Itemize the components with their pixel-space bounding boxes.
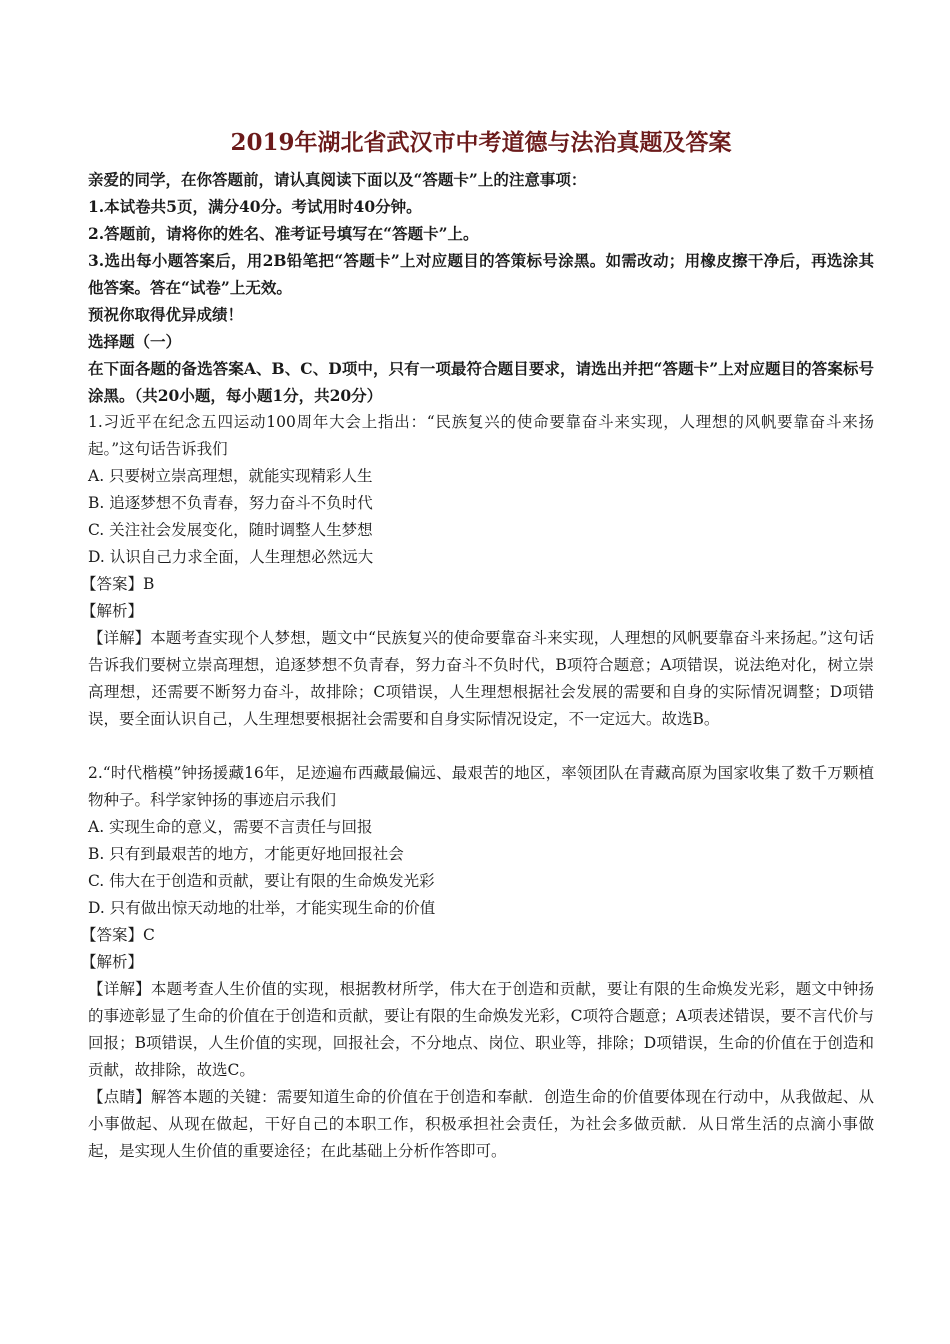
q1-option-c: C. 关注社会发展变化，随时调整人生梦想 — [88, 521, 373, 539]
exam-page — [81, 118, 874, 1165]
q1-option-d: D. 认识自己力求全面，人生理想必然远大 — [88, 548, 374, 566]
q2-analysis-label: 【解析】 — [81, 953, 144, 971]
q2-option-c: C. 伟大在于创造和贡献，要让有限的生命焕发光彩 — [88, 872, 435, 890]
intro-note-1: 1.本试卷共5页，满分40分。考试用时40分钟。 — [88, 197, 422, 216]
page-title: 2019年湖北省武汉市中考道德与法治真题及答案 — [230, 129, 732, 156]
q2-answer: 【答案】C — [81, 926, 155, 944]
q1-option-b: B. 追逐梦想不负青春，努力奋斗不负时代 — [88, 494, 373, 512]
q1-option-a: A. 只要树立崇高理想，就能实现精彩人生 — [88, 467, 373, 485]
q2-option-d: D. 只有做出惊天动地的壮举，才能实现生命的价值 — [88, 899, 436, 917]
q2-detail: 【详解】本题考查人生价值的实现，根据教材所学，伟大在于创造和贡献，要让有限的生命焕发光彩，题文中钟扬的事迹彰显了生命的价值在于创造和贡献，要让有限的生命焕发光彩，C项符合题意；A项表述错误，要不言代价与回报；B项错误，人生价值的实现，回报社会，不分地点、岗位、职业等，排除；D项错误，生命的价值在于创造和贡献，故排除，故选C。 — [88, 980, 874, 1079]
q1-answer: 【答案】B — [81, 575, 155, 593]
q2-option-b: B. 只有到最艰苦的地方，才能更好地回报社会 — [88, 845, 404, 863]
q1-stem: 1.习近平在纪念五四运动100周年大会上指出：“民族复兴的使命要靠奋斗来实现，人理想的风帆要靠奋斗来扬起。”这句话告诉我们 — [88, 413, 874, 458]
section-heading: 选择题（一） — [88, 332, 182, 351]
intro-note-2: 2.答题前，请将你的姓名、准考证号填写在“答题卡”上。 — [88, 224, 479, 243]
intro-note-3: 3.选出每小题答案后，用2B铅笔把“答题卡”上对应题目的答策标号涂黑。如需改动；用橡皮擦干净后，再选涂其他答案。答在“试卷”上无效。 — [88, 251, 874, 297]
q2-stem: 2.“时代楷模”钟扬援藏16年，足迹遍布西藏最偏远、最艰苦的地区，率领团队在青藏高原为国家收集了数千万颗植物种子。科学家钟扬的事迹启示我们 — [88, 764, 874, 809]
q2-option-a: A. 实现生命的意义，需要不言责任与回报 — [88, 818, 373, 836]
q1-analysis-label: 【解析】 — [81, 602, 144, 620]
spacer — [88, 733, 874, 760]
q2-note: 【点睛】解答本题的关键：需要知道生命的价值在于创造和奉献．创造生命的价值要体现在行动中，从我做起、从小事做起、从现在做起，干好自己的本职工作，积极承担社会责任，为社会多做贡献．从日常生活的点滴小事做起，是实现人生价值的重要途径；在此基础上分析作答即可。 — [88, 1088, 874, 1160]
q1-detail: 【详解】本题考查实现个人梦想，题文中“民族复兴的使命要靠奋斗来实现，人理想的风帆要靠奋斗来扬起。”这句话告诉我们要树立崇高理想，追逐梦想不负青春，努力奋斗不负时代，B项符合题意；A项错误，说法绝对化，树立崇高理想，还需要不断努力奋斗，故排除；C项错误，人生理想根据社会发展的需要和自身的实际情况调整；D项错误，要全面认识自己，人生理想要根据社会需要和自身实际情况设定，不一定远大。故选B。 — [88, 629, 874, 728]
intro-wish: 预祝你取得优异成绩！ — [88, 305, 244, 324]
section-instruction: 在下面各题的备选答案A、B、C、D项中，只有一项最符合题目要求，请选出并把“答题卡”上对应题目的答案标号涂黑。（共20小题，每小题1分，共20分） — [88, 359, 874, 405]
intro-greeting: 亲爱的同学，在你答题前，请认真阅读下面以及“答题卡”上的注意事项： — [88, 170, 587, 189]
